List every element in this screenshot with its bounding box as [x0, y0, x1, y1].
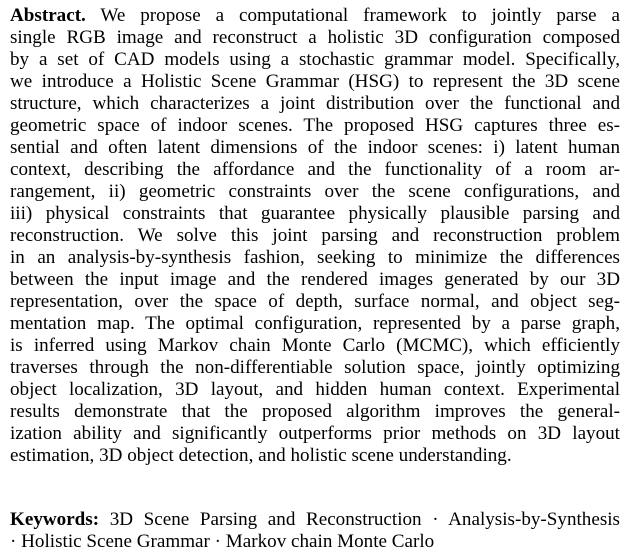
abstract-line: [10, 5, 620, 27]
abstract-line: reconstruction. We solve this joint parsing and reconstruction problem: [10, 225, 620, 246]
abstract-line: object localization, 3D layout, and hidden human context. Experimental: [10, 379, 620, 400]
keywords-line: · Holistic Scene Grammar · Markov chain Monte Carlo: [10, 531, 435, 552]
abstract-line: in an analysis-by-synthesis fashion, seeking to minimize the differences: [10, 247, 620, 268]
abstract-text: We propose a computational framework to jointly parse a: [100, 5, 620, 26]
abstract-line: iii) physical constraints that guarantee physically plausible parsing and: [10, 203, 620, 224]
keywords-line: [10, 509, 620, 531]
keywords-heading: Keywords:: [10, 509, 100, 530]
abstract-line: by a set of CAD models using a stochastic grammar model. Specifically,: [10, 49, 620, 70]
abstract-line: context, describing the affordance and the functionality of a room ar-: [10, 159, 620, 180]
abstract-line: single RGB image and reconstruct a holistic 3D configuration composed: [10, 27, 620, 48]
abstract-line: estimation, 3D object detection, and holistic scene understanding.: [10, 445, 512, 466]
abstract-line: sential and often latent dimensions of the indoor scenes: i) latent human: [10, 137, 620, 158]
abstract-line: structure, which characterizes a joint distribution over the functional and: [10, 93, 620, 114]
abstract-line: ization ability and significantly outperforms prior methods on 3D layout: [10, 423, 620, 444]
abstract-line: traverses through the non-differentiable solution space, jointly optimizing: [10, 357, 620, 378]
abstract-line: is inferred using Markov chain Monte Carlo (MCMC), which efficiently: [10, 335, 620, 356]
abstract-line: representation, over the space of depth, surface normal, and object seg-: [10, 291, 620, 312]
keywords-text: 3D Scene Parsing and Reconstruction · Analysis-by-Synthesis: [109, 509, 620, 530]
abstract-line: between the input image and the rendered images generated by our 3D: [10, 269, 620, 290]
abstract-heading: Abstract.: [10, 5, 86, 26]
abstract-line: rangement, ii) geometric constraints over the scene configurations, and: [10, 181, 620, 202]
abstract-line: we introduce a Holistic Scene Grammar (HSG) to represent the 3D scene: [10, 71, 620, 92]
abstract-line: results demonstrate that the proposed algorithm improves the general-: [10, 401, 620, 422]
abstract-line: geometric space of indoor scenes. The proposed HSG captures three es-: [10, 115, 620, 136]
abstract-line: mentation map. The optimal configuration, represented by a parse graph,: [10, 313, 620, 334]
